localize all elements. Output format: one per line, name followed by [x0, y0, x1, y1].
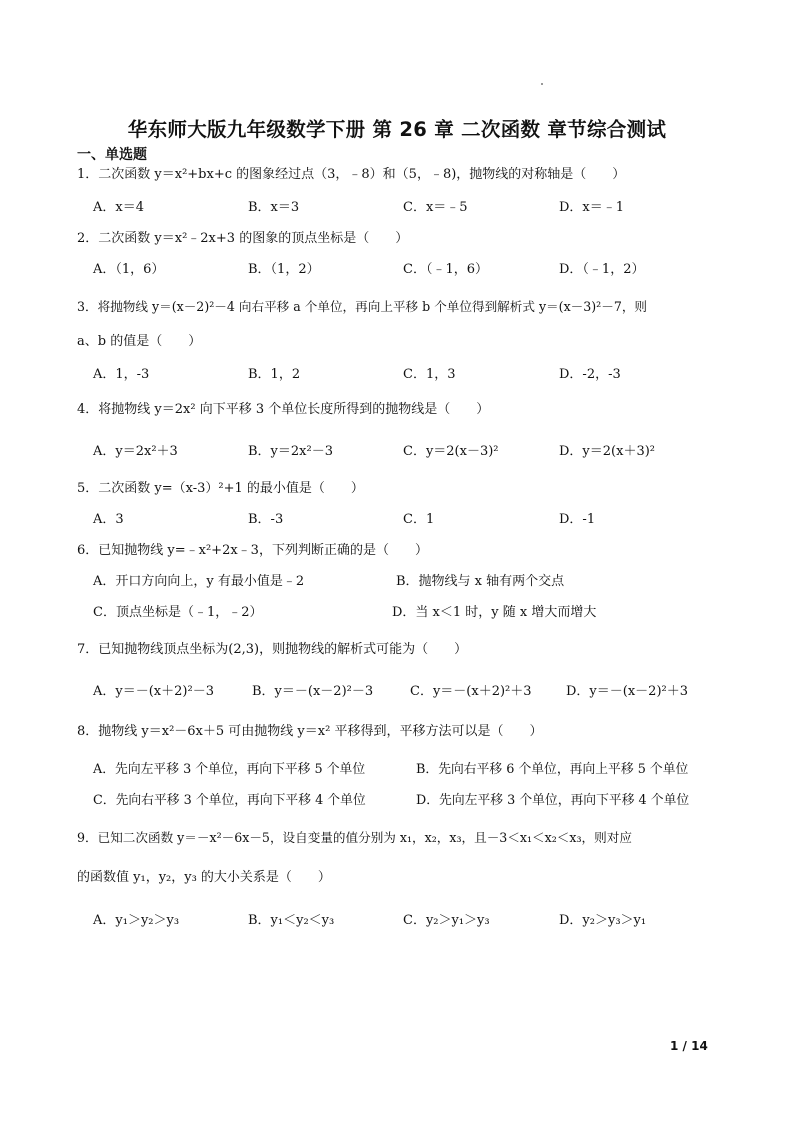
question-6-option-b: B．抛物线与 x 轴有两个交点 [396, 574, 565, 589]
question-9-option-b: B．y₁＜y₂＜y₃ [248, 913, 335, 928]
question-2-option-d: D．（﹣1，2） [559, 262, 645, 277]
document-title: 华东师大版九年级数学下册 第 26 章 二次函数 章节综合测试 [127, 118, 667, 141]
question-4-stem: 4．将抛物线 y＝2x² 向下平移 3 个单位长度所得到的抛物线是（ ） [77, 402, 490, 417]
question-9-stem-line-1: 9．已知二次函数 y＝－x²－6x－5，设自变量的值分别为 x₁，x₂，x₃，且－3＜x₁＜x₂＜x₃，则对应 [77, 830, 632, 845]
question-3-option-a: A．1，-3 [93, 367, 150, 382]
question-1-option-b: B．x＝3 [248, 200, 300, 215]
question-8-option-a: A．先向左平移 3 个单位，再向下平移 5 个单位 [93, 762, 366, 777]
question-8-option-b: B．先向右平移 6 个单位，再向上平移 5 个单位 [416, 762, 689, 777]
question-5-stem: 5．二次函数 y=（x-3）²+1 的最小值是（ ） [77, 481, 364, 496]
question-9-option-a: A．y₁＞y₂＞y₃ [93, 913, 180, 928]
question-2-option-a: A．（1，6） [93, 262, 165, 277]
question-6-stem: 6．已知抛物线 y=﹣x²+2x﹣3，下列判断正确的是（ ） [77, 543, 428, 558]
question-2-option-b: B．（1，2） [248, 262, 320, 277]
question-7-option-a: A．y＝－(x＋2)²－3 [93, 684, 214, 699]
question-3-option-c: C．1，3 [403, 367, 456, 382]
question-7-option-c: C．y＝－(x＋2)²＋3 [410, 684, 532, 699]
question-5-option-b: B．-3 [248, 512, 284, 527]
question-1-option-a: A．x＝4 [93, 200, 144, 215]
question-5-option-a: A．3 [93, 512, 124, 527]
question-4-option-c: C．y＝2(x－3)² [403, 444, 499, 459]
scan-speck [541, 83, 543, 85]
question-3-stem-line-1: 3．将抛物线 y＝(x－2)²－4 向右平移 a 个单位，再向上平移 b 个单位得到解析式 y＝(x－3)²－7，则 [77, 299, 648, 314]
question-5-option-d: D．-1 [559, 512, 596, 527]
question-9-stem-line-2: 的函数值 y₁，y₂，y₃ 的大小关系是（ ） [77, 870, 331, 885]
question-9-option-d: D．y₂＞y₃＞y₁ [559, 913, 647, 928]
section-heading: 一、单选题 [77, 147, 147, 163]
question-4-option-d: D．y＝2(x＋3)² [559, 444, 655, 459]
question-6-option-d: D．当 x＜1 时，y 随 x 增大而增大 [392, 605, 597, 620]
question-4-option-a: A．y＝2x²＋3 [93, 444, 178, 459]
question-8-option-d: D．先向左平移 3 个单位，再向下平移 4 个单位 [416, 793, 690, 808]
question-8-option-c: C．先向右平移 3 个单位，再向下平移 4 个单位 [93, 793, 366, 808]
question-1-stem: 1．二次函数 y＝x²+bx+c 的图象经过点（3，﹣8）和（5，﹣8)，抛物线的对称轴是（ ） [77, 167, 626, 182]
question-9-option-c: C．y₂＞y₁＞y₃ [403, 913, 490, 928]
question-6-option-c: C．顶点坐标是（﹣1，﹣2） [93, 605, 263, 620]
question-7-option-b: B．y＝－(x－2)²－3 [252, 684, 374, 699]
question-1-option-c: C．x＝﹣5 [403, 200, 468, 215]
question-2-option-c: C．（﹣1，6） [403, 262, 488, 277]
question-5-option-c: C．1 [403, 512, 435, 527]
question-1-option-d: D．x＝﹣1 [559, 200, 625, 215]
question-3-option-b: B．1，2 [248, 367, 301, 382]
question-7-option-d: D．y＝－(x－2)²＋3 [566, 684, 688, 699]
question-3-stem-line-2: a、b 的值是（ ） [77, 334, 202, 349]
question-7-stem: 7．已知抛物线顶点坐标为(2,3)，则抛物线的解析式可能为（ ） [77, 642, 468, 657]
question-2-stem: 2．二次函数 y＝x²﹣2x+3 的图象的顶点坐标是（ ） [77, 231, 409, 246]
page-number: 1 / 14 [670, 1039, 708, 1053]
question-3-option-d: D．-2，-3 [559, 367, 621, 382]
question-8-stem: 8．抛物线 y＝x²－6x＋5 可由抛物线 y＝x² 平移得到，平移方法可以是（ ） [77, 724, 543, 739]
question-4-option-b: B．y＝2x²－3 [248, 444, 333, 459]
question-6-option-a: A．开口方向向上，y 有最小值是﹣2 [93, 574, 305, 589]
